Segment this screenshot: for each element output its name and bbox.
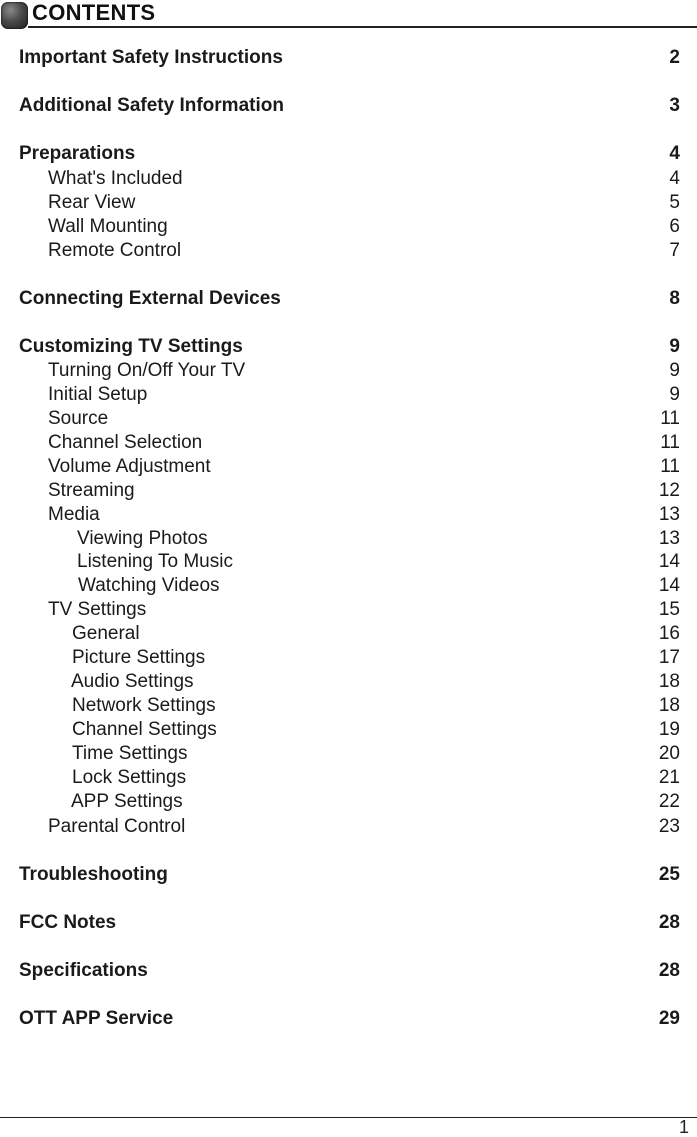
toc-page-number: 23: [658, 816, 680, 837]
toc-label: Media: [48, 504, 100, 525]
toc-page-number: 28: [658, 960, 680, 981]
toc-section-row: [0, 94, 697, 118]
toc-label: Time Settings: [72, 743, 188, 764]
toc-entry-row: [0, 622, 697, 646]
toc-label: Source: [48, 408, 109, 429]
toc-label: Listening To Music: [77, 551, 233, 572]
toc-label: Initial Setup: [48, 384, 148, 405]
toc-label: Rear View: [48, 192, 136, 213]
toc-page-number: 9: [669, 384, 680, 405]
toc-entry-row: [0, 383, 697, 407]
toc-label: Additional Safety Information: [19, 95, 284, 116]
toc-page-number: 11: [660, 432, 680, 453]
toc-label: Channel Selection: [48, 432, 203, 453]
toc-label: Network Settings: [72, 695, 216, 716]
toc-entry-row: [0, 239, 697, 263]
toc-label: Preparations: [19, 143, 136, 164]
toc-label: Volume Adjustment: [48, 456, 211, 477]
toc-label: Wall Mounting: [48, 216, 168, 237]
toc-label: APP Settings: [71, 791, 183, 812]
toc-page-number: 15: [658, 599, 680, 620]
toc-label: Specifications: [19, 960, 148, 981]
toc-page-number: 13: [658, 504, 680, 525]
toc-entry-row: [0, 527, 697, 551]
toc-entry-row: [0, 766, 697, 790]
toc-entry-row: [0, 670, 697, 694]
toc-entry-row: [0, 167, 697, 191]
toc-page-number: 2: [669, 47, 680, 68]
toc-page-number: 25: [658, 864, 680, 885]
toc-page-number: 20: [658, 743, 680, 764]
toc-page-number: 18: [658, 671, 680, 692]
toc-label: Troubleshooting: [19, 864, 168, 885]
toc-label: TV Settings: [48, 599, 147, 620]
footer-divider: [0, 1117, 697, 1118]
toc-page-number: 6: [669, 216, 680, 237]
toc-page-number: 9: [669, 336, 680, 357]
toc-label: Picture Settings: [72, 647, 206, 668]
toc-entry-row: [0, 646, 697, 670]
toc-label: Parental Control: [48, 816, 186, 837]
toc-page-number: 12: [658, 480, 680, 501]
toc-page-number: 19: [658, 719, 680, 740]
toc-entry-row: [0, 191, 697, 215]
toc-page-number: 3: [669, 95, 680, 116]
toc-page-number: 14: [658, 575, 680, 596]
bullet-icon: [1, 2, 28, 29]
toc-label: Channel Settings: [72, 719, 217, 740]
toc-entry-row: [0, 359, 697, 383]
toc-section-row: [0, 287, 697, 311]
toc-entry-row: [0, 503, 697, 527]
toc-label: FCC Notes: [19, 912, 117, 933]
toc-label: General: [72, 623, 140, 644]
toc-page-number: 16: [658, 623, 680, 644]
toc-entry-row: [0, 742, 697, 766]
toc-page-number: 17: [658, 647, 680, 668]
toc-entry-row: [0, 598, 697, 622]
toc-page-number: 18: [658, 695, 680, 716]
toc-page-number: 4: [669, 143, 680, 164]
toc-entry-row: [0, 790, 697, 814]
toc-label: Streaming: [48, 480, 135, 501]
toc-page-number: 7: [669, 240, 680, 261]
toc-label: Connecting External Devices: [19, 288, 281, 309]
toc-page-number: 14: [658, 551, 680, 572]
contents-header: [0, 0, 697, 30]
toc-page-number: 28: [658, 912, 680, 933]
toc-page-number: 4: [669, 168, 680, 189]
toc-label: Remote Control: [48, 240, 182, 261]
page-number: 1: [678, 1117, 689, 1137]
toc-page-number: 21: [658, 767, 680, 788]
toc-section-row: [0, 142, 697, 166]
toc-entry-row: [0, 479, 697, 503]
toc-page-number: 11: [660, 456, 680, 477]
toc-section-row: [0, 959, 697, 983]
toc-page-number: 13: [658, 528, 680, 549]
toc-section-row: [0, 46, 697, 70]
toc-entry-row: [0, 550, 697, 574]
toc-label: Customizing TV Settings: [19, 336, 243, 357]
toc-label: What's Included: [48, 168, 183, 189]
toc-label: OTT APP Service: [19, 1008, 174, 1029]
toc-entry-row: [0, 407, 697, 431]
toc-page-number: 5: [669, 192, 680, 213]
toc-page-number: 29: [658, 1008, 680, 1029]
toc-label: Important Safety Instructions: [19, 47, 283, 68]
toc-entry-row: [0, 718, 697, 742]
toc-entry-row: [0, 455, 697, 479]
toc-entry-row: [0, 215, 697, 239]
toc-page-number: 9: [669, 360, 680, 381]
toc-section-row: [0, 1007, 697, 1031]
toc-page-number: 11: [660, 408, 680, 429]
toc-label: Viewing Photos: [77, 528, 208, 549]
toc-label: Watching Videos: [78, 575, 220, 596]
toc-page-number: 8: [669, 288, 680, 309]
toc-label: Turning On/Off Your TV: [48, 360, 246, 381]
page-title: CONTENTS: [32, 0, 156, 25]
toc-section-row: [0, 335, 697, 359]
header-divider: [28, 26, 697, 28]
toc-section-row: [0, 911, 697, 935]
toc-entry-row: [0, 431, 697, 455]
toc-page-number: 22: [658, 791, 680, 812]
toc-section-row: [0, 863, 697, 887]
toc-entry-row: [0, 815, 697, 839]
toc-entry-row: [0, 574, 697, 598]
toc-entry-row: [0, 694, 697, 718]
toc-label: Lock Settings: [72, 767, 187, 788]
toc-label: Audio Settings: [71, 671, 194, 692]
